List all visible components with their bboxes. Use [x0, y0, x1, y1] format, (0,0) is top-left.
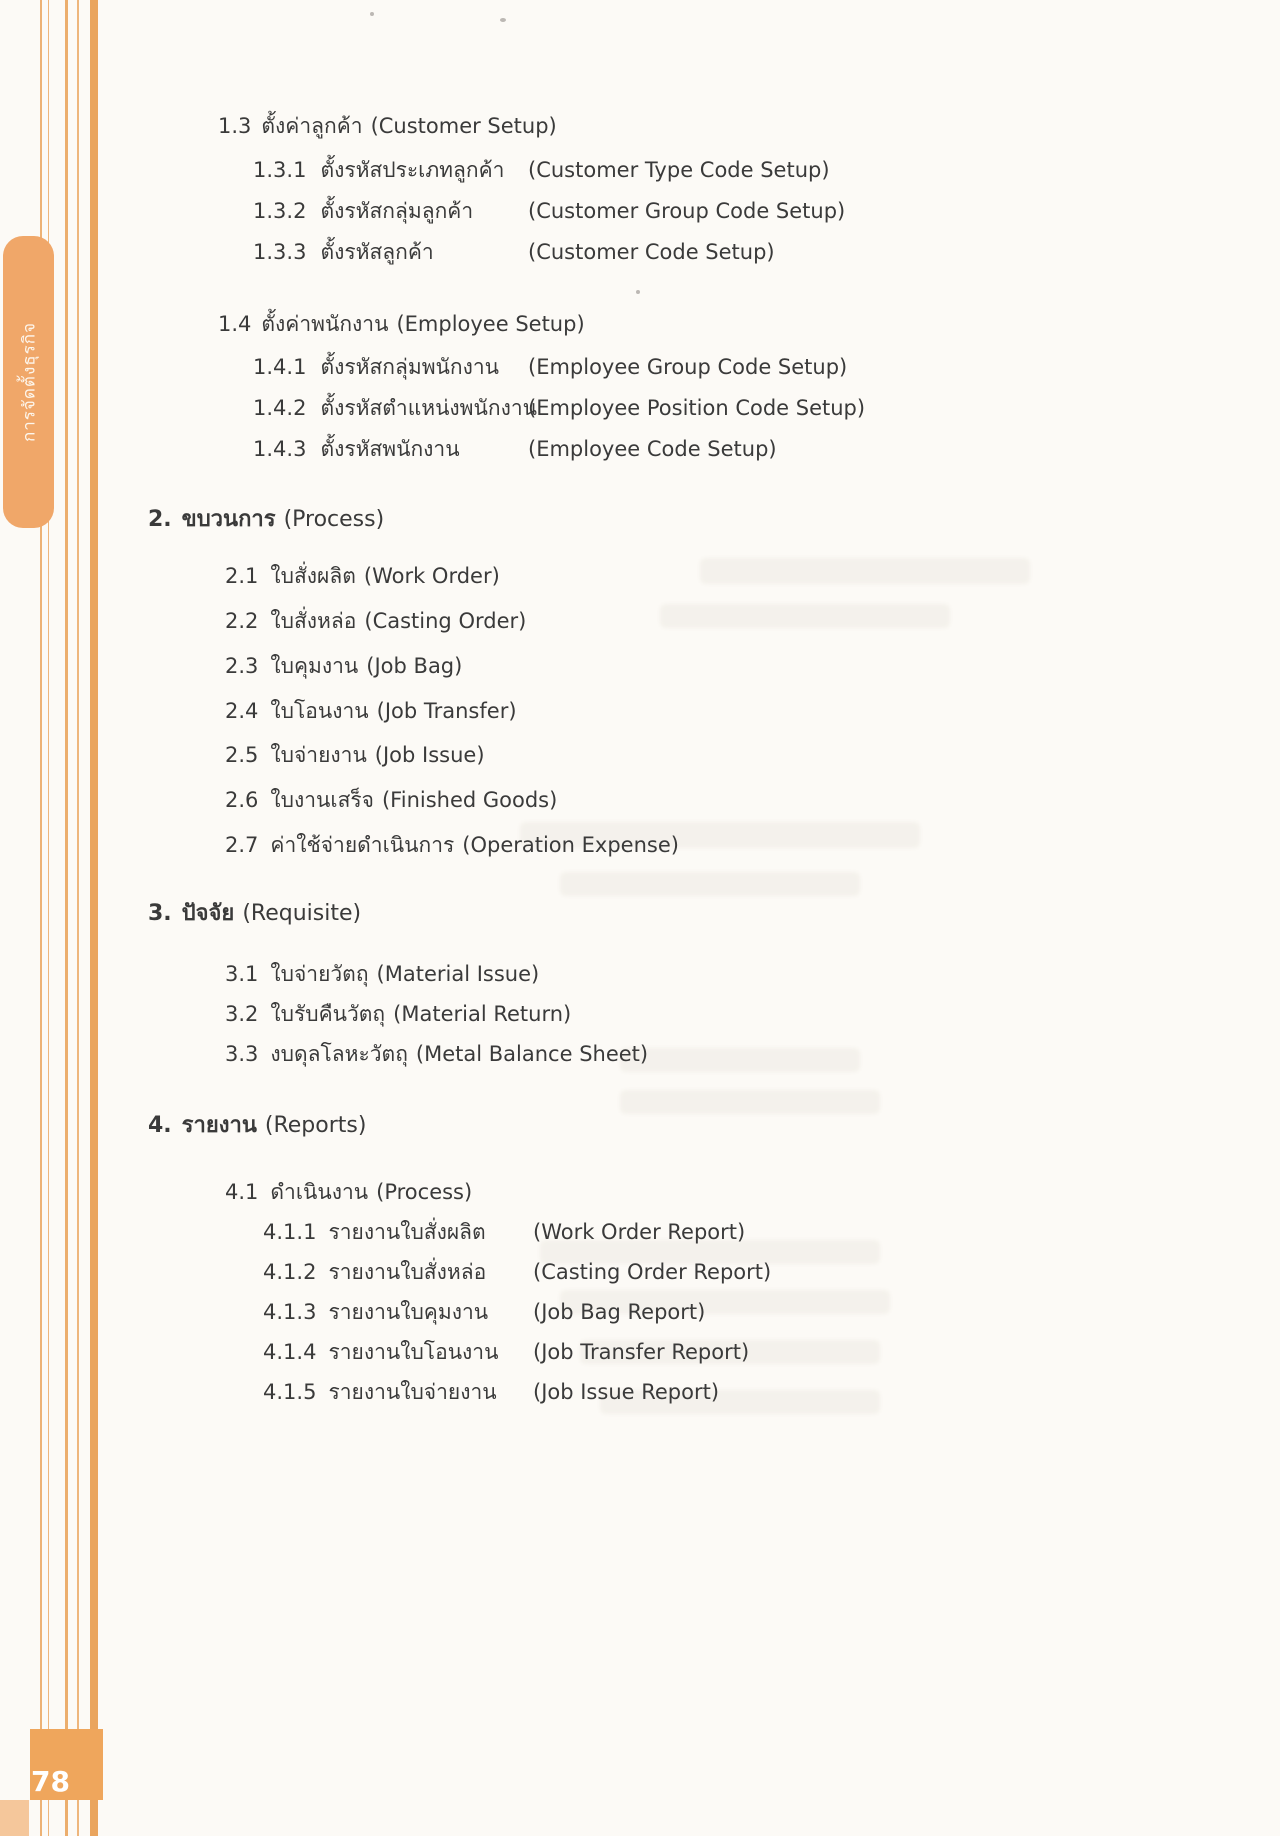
item-thai-label: รายงานใบสั่งผลิต — [328, 1220, 486, 1244]
item-number: 1.4 — [218, 312, 252, 336]
outline-item — [0, 1218, 1280, 1246]
corner-accent-block — [0, 1800, 29, 1836]
section-thai-label: ขบวนการ — [181, 507, 276, 532]
item-thai-label: ตั้งรหัสพนักงาน — [320, 437, 460, 461]
item-number: 3.1 — [225, 962, 259, 986]
item-number: 3.2 — [225, 1002, 259, 1026]
item-thai-label: ตั้งรหัสกลุ่มพนักงาน — [320, 355, 500, 379]
item-english-label: (Employee Setup) — [396, 312, 585, 336]
chapter-tab-label: การจัดตั้งธุรกิจ — [19, 321, 39, 443]
item-thai-label: ใบโอนงาน — [270, 699, 369, 723]
item-english-label: (Customer Code Setup) — [528, 240, 775, 264]
outline-item — [0, 1338, 1280, 1366]
item-english-label: (Work Order Report) — [533, 1220, 746, 1244]
outline-item — [0, 1000, 1280, 1028]
item-number: 2.2 — [225, 609, 259, 633]
item-number: 4.1.5 — [263, 1380, 317, 1404]
item-number: 2.4 — [225, 699, 259, 723]
outline-item — [0, 786, 1280, 814]
outline-item — [0, 238, 1280, 266]
item-english-label: (Customer Type Code Setup) — [528, 158, 830, 182]
bleed-through-artifact — [560, 872, 860, 896]
item-english-label: (Material Return) — [393, 1002, 572, 1026]
item-english-label: (Employee Position Code Setup) — [528, 396, 866, 420]
item-thai-label: ใบสั่งผลิต — [270, 564, 356, 588]
outline-heading-1-4 — [0, 310, 1280, 338]
page-number: 78 — [31, 1765, 70, 1798]
item-number: 4.1.2 — [263, 1260, 317, 1284]
item-number: 4.1.4 — [263, 1340, 317, 1364]
item-english-label: (Job Issue Report) — [533, 1380, 720, 1404]
item-thai-label: ตั้งรหัสประเภทลูกค้า — [320, 158, 505, 182]
outline-item — [0, 394, 1280, 422]
item-thai-label: งบดุลโลหะวัตถุ — [270, 1042, 408, 1066]
item-thai-label: ใบจ่ายงาน — [270, 743, 367, 767]
section-english-label: (Reports) — [264, 1113, 367, 1138]
item-thai-label: ตั้งรหัสลูกค้า — [320, 240, 434, 264]
item-number: 3.3 — [225, 1042, 259, 1066]
outline-item — [0, 652, 1280, 680]
bleed-through-artifact — [620, 1090, 880, 1114]
item-number: 1.4.2 — [253, 396, 307, 420]
item-english-label: (Operation Expense) — [462, 833, 679, 857]
item-thai-label: ตั้งรหัสตำแหน่งพนักงาน — [320, 396, 537, 420]
item-thai-label: รายงานใบคุมงาน — [328, 1300, 489, 1324]
section-thai-label: รายงาน — [181, 1113, 257, 1138]
item-english-label: (Work Order) — [363, 564, 500, 588]
chapter-side-tab — [3, 236, 54, 528]
outline-item — [0, 1378, 1280, 1406]
item-thai-label: ใบจ่ายวัตถุ — [270, 962, 369, 986]
item-number: 2.7 — [225, 833, 259, 857]
outline-section-4 — [0, 1112, 1280, 1140]
outline-item — [0, 353, 1280, 381]
outline-item — [0, 156, 1280, 184]
item-english-label: (Customer Setup) — [370, 114, 557, 138]
item-thai-label: รายงานใบจ่ายงาน — [328, 1380, 497, 1404]
outline-item — [0, 960, 1280, 988]
outline-item — [0, 197, 1280, 225]
item-number: 1.3.2 — [253, 199, 307, 223]
item-english-label: (Job Issue) — [374, 743, 485, 767]
section-number: 3. — [148, 901, 172, 926]
outline-item — [0, 435, 1280, 463]
section-english-label: (Process) — [283, 507, 385, 532]
scan-speck — [500, 18, 506, 22]
item-number: 2.5 — [225, 743, 259, 767]
item-number: 4.1.1 — [263, 1220, 317, 1244]
item-thai-label: ตั้งค่าพนักงาน — [261, 312, 389, 336]
item-thai-label: รายงานใบโอนงาน — [328, 1340, 499, 1364]
item-english-label: (Material Issue) — [376, 962, 540, 986]
item-english-label: (Job Bag Report) — [533, 1300, 706, 1324]
item-number: 1.3 — [218, 114, 252, 138]
item-thai-label: ใบคุมงาน — [270, 654, 359, 678]
item-number: 2.3 — [225, 654, 259, 678]
item-english-label: (Process) — [376, 1180, 473, 1204]
item-english-label: (Job Transfer Report) — [533, 1340, 750, 1364]
section-number: 2. — [148, 507, 172, 532]
section-thai-label: ปัจจัย — [181, 901, 235, 926]
item-number: 1.3.3 — [253, 240, 307, 264]
item-number: 1.4.3 — [253, 437, 307, 461]
item-thai-label: ใบสั่งหล่อ — [270, 609, 357, 633]
outline-heading-4-1 — [0, 1178, 1280, 1206]
item-english-label: (Employee Group Code Setup) — [528, 355, 848, 379]
outline-item — [0, 562, 1280, 590]
outline-item — [0, 1258, 1280, 1286]
item-number: 4.1 — [225, 1180, 259, 1204]
item-number: 2.6 — [225, 788, 259, 812]
item-thai-label: ค่าใช้จ่ายดำเนินการ — [270, 833, 455, 857]
item-number: 2.1 — [225, 564, 259, 588]
item-number: 4.1.3 — [263, 1300, 317, 1324]
outline-item — [0, 607, 1280, 635]
item-thai-label: ตั้งรหัสกลุ่มลูกค้า — [320, 199, 474, 223]
item-english-label: (Job Bag) — [366, 654, 463, 678]
item-english-label: (Finished Goods) — [381, 788, 558, 812]
outline-item — [0, 697, 1280, 725]
item-english-label: (Customer Group Code Setup) — [528, 199, 846, 223]
outline-item — [0, 1298, 1280, 1326]
item-number: 1.4.1 — [253, 355, 307, 379]
scan-speck — [370, 12, 374, 16]
item-thai-label: ดำเนินงาน — [270, 1180, 369, 1204]
item-english-label: (Employee Code Setup) — [528, 437, 777, 461]
scan-speck — [636, 290, 640, 294]
item-thai-label: ใบรับคืนวัตถุ — [270, 1002, 386, 1026]
outline-item — [0, 741, 1280, 769]
item-english-label: (Casting Order Report) — [533, 1260, 772, 1284]
item-thai-label: รายงานใบสั่งหล่อ — [328, 1260, 487, 1284]
outline-section-3 — [0, 900, 1280, 928]
item-english-label: (Job Transfer) — [376, 699, 517, 723]
outline-item — [0, 831, 1280, 859]
item-english-label: (Casting Order) — [364, 609, 527, 633]
section-english-label: (Requisite) — [242, 901, 362, 926]
item-thai-label: ใบงานเสร็จ — [270, 788, 374, 812]
outline-section-2 — [0, 506, 1280, 534]
item-english-label: (Metal Balance Sheet) — [415, 1042, 649, 1066]
item-number: 1.3.1 — [253, 158, 307, 182]
outline-heading-1-3 — [0, 112, 1280, 140]
section-number: 4. — [148, 1113, 172, 1138]
outline-item — [0, 1040, 1280, 1068]
item-thai-label: ตั้งค่าลูกค้า — [261, 114, 363, 138]
